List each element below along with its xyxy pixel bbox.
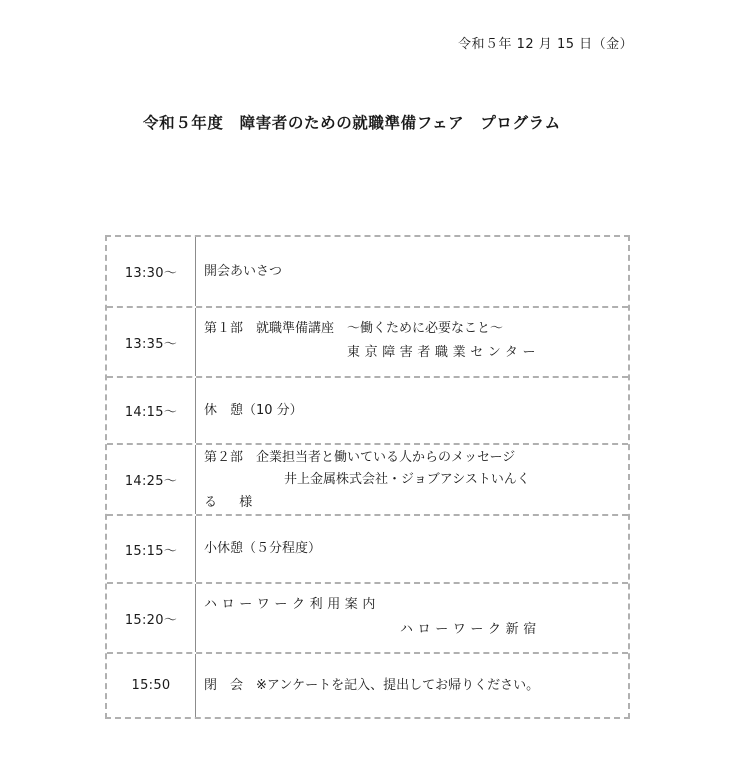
schedule-time: 13:30〜 bbox=[107, 237, 196, 306]
schedule-content bbox=[204, 516, 622, 582]
schedule-item: 休 憩（10 分） bbox=[204, 403, 303, 418]
schedule-presenter: 井上金属株式会社・ジョブアシストいんく bbox=[284, 472, 530, 487]
schedule-time: 15:20〜 bbox=[107, 584, 196, 652]
schedule-content bbox=[204, 378, 622, 443]
schedule-content bbox=[204, 445, 622, 514]
schedule-presenter: 東京障害者職業センター bbox=[347, 345, 541, 360]
schedule-content bbox=[204, 584, 622, 652]
schedule-time: 13:35〜 bbox=[107, 308, 196, 376]
schedule-item: 閉 会 ※アンケートを記入、提出してお帰りください。 bbox=[204, 678, 540, 693]
schedule-presenter-continued: る 様 bbox=[204, 495, 257, 510]
document-date: 令和５年 12 月 15 日（金） bbox=[458, 37, 634, 52]
schedule-row-part1 bbox=[107, 308, 628, 378]
program-schedule-table bbox=[105, 235, 630, 719]
schedule-row-opening bbox=[107, 237, 628, 308]
schedule-item: 小休憩（５分程度） bbox=[204, 541, 322, 556]
schedule-row-closing bbox=[107, 654, 628, 717]
schedule-row-part2 bbox=[107, 445, 628, 516]
schedule-time: 15:50 bbox=[107, 654, 196, 717]
schedule-content bbox=[204, 654, 622, 717]
schedule-content bbox=[204, 308, 622, 376]
schedule-row-break bbox=[107, 378, 628, 445]
schedule-time: 15:15〜 bbox=[107, 516, 196, 582]
schedule-item: 第１部 就職準備講座 〜働くために必要なこと〜 bbox=[204, 321, 504, 336]
schedule-time: 14:15〜 bbox=[107, 378, 196, 443]
schedule-time: 14:25〜 bbox=[107, 445, 196, 514]
schedule-row-hellowork bbox=[107, 584, 628, 654]
schedule-row-short-break bbox=[107, 516, 628, 584]
schedule-item: ハローワーク利用案内 bbox=[204, 597, 381, 612]
schedule-item: 開会あいさつ bbox=[204, 264, 283, 279]
schedule-content bbox=[204, 237, 622, 306]
schedule-item: 第２部 企業担当者と働いている人からのメッセージ bbox=[204, 450, 516, 465]
document-title: 令和５年度 障害者のための就職準備フェア プログラム bbox=[143, 114, 561, 132]
schedule-presenter: ハローワーク新宿 bbox=[400, 622, 541, 637]
